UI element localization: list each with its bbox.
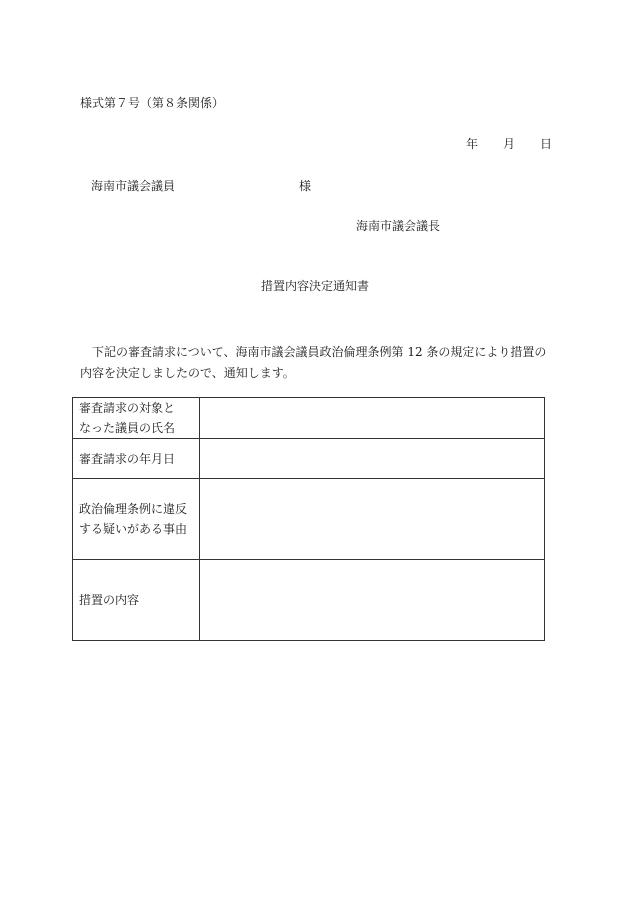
date-day: 日 (540, 137, 553, 151)
row-label (73, 398, 200, 439)
document-title: 措置内容決定通知書 (260, 279, 369, 293)
row-label-text: 政治倫理条例に違反 する疑いがある事由 (79, 502, 188, 536)
addressee-name: 海南市議会議員 (91, 179, 176, 193)
row-label (73, 560, 200, 641)
body-text: 下記の審査請求について、海南市議会議員政治倫理条例第 12 条の規定により措置の内容を決定しましたので、通知します。 (80, 345, 547, 380)
addressee-honorific: 様 (299, 179, 312, 193)
date-line (466, 138, 552, 150)
row-value (200, 479, 545, 560)
form-number: 様式第７号（第８条関係） (80, 96, 225, 110)
sender: 海南市議会議長 (356, 219, 441, 233)
table-row (73, 398, 545, 439)
date-year: 年 (466, 137, 479, 151)
table-row (73, 560, 545, 641)
table-row (73, 479, 545, 560)
row-label-text: 審査請求の年月日 (79, 451, 176, 466)
date-month: 月 (503, 137, 516, 151)
row-label-text: 審査請求の対象と なった議員の氏名 (79, 401, 176, 435)
details-table (72, 397, 545, 641)
row-label-text: 措置の内容 (79, 593, 140, 607)
row-label (73, 479, 200, 560)
row-value (200, 439, 545, 479)
row-label (73, 439, 200, 479)
table-row (73, 439, 545, 479)
row-value (200, 398, 545, 439)
row-value (200, 560, 545, 641)
